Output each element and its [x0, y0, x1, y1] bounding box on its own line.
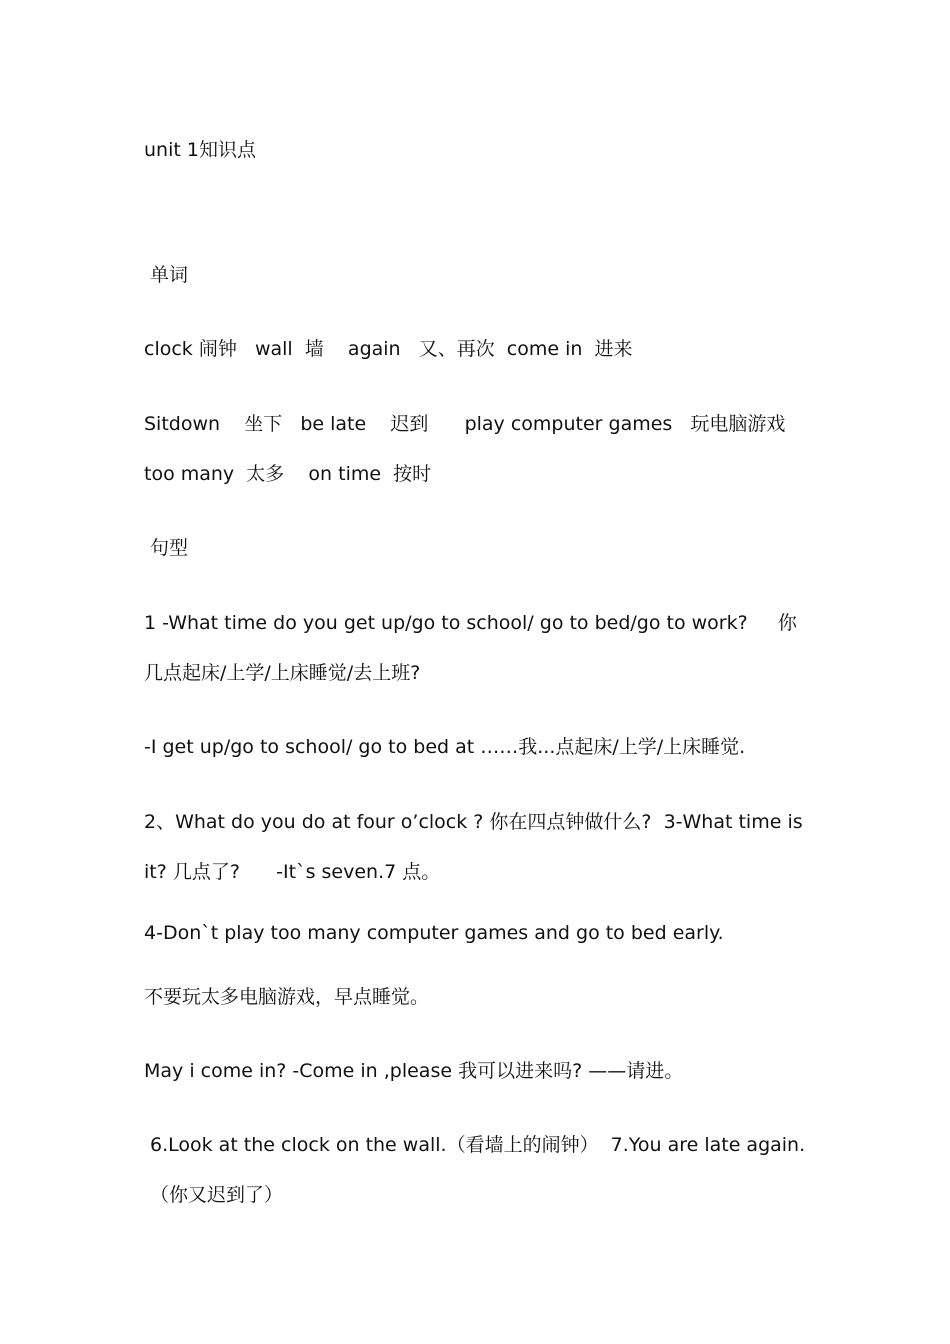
sentence-line: （你又迟到了） — [150, 1184, 284, 1206]
sentence-heading: 句型 — [150, 537, 189, 559]
vocab-line: too many 太多 on time 按时 — [144, 463, 432, 485]
vocab-line: Sitdown 坐下 be late 迟到 play computer games 玩电脑游戏 — [144, 413, 786, 435]
sentence-line: 4-Don`t play too many computer games and go to bed early. — [144, 922, 724, 944]
sentence-line: 2、What do you do at four o’clock ? 你在四点钟做什么? 3-What time is — [144, 811, 803, 833]
sentence-line: 6.Look at the clock on the wall.（看墙上的闹钟） 7.You are late again. — [150, 1134, 806, 1156]
document-title: unit 1知识点 — [144, 139, 256, 161]
sentence-line: 不要玩太多电脑游戏，早点睡觉。 — [144, 986, 430, 1008]
vocab-line: clock 闹钟 wall 墙 again 又、再次 come in 进来 — [144, 338, 633, 360]
sentence-line: May i come in? -Come in ,please 我可以进来吗? ——请进。 — [144, 1060, 684, 1082]
vocab-heading: 单词 — [150, 264, 189, 286]
sentence-line: 几点起床/上学/上床睡觉/去上班? — [144, 662, 421, 684]
sentence-line: 1 -What time do you get up/go to school/ go to bed/go to work? 你 — [144, 612, 797, 634]
sentence-line: -I get up/go to school/ go to bed at ……我...点起床/上学/上床睡觉. — [144, 736, 746, 758]
sentence-line: it? 几点了? -It`s seven.7 点。 — [144, 861, 441, 883]
